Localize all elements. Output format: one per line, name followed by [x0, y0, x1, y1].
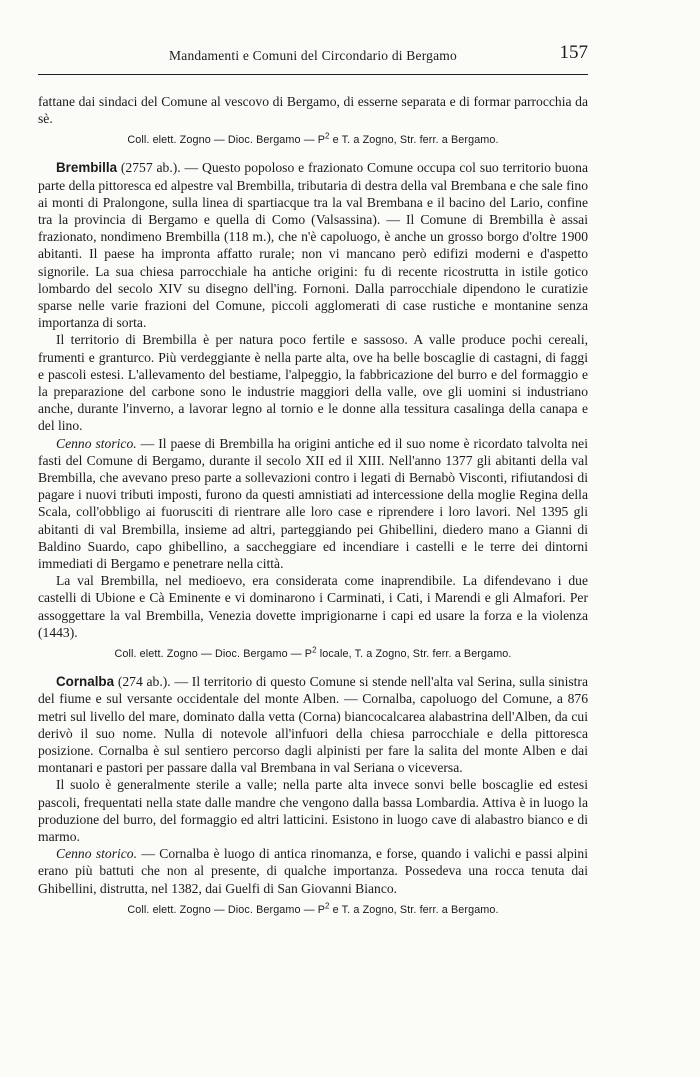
brembilla-history-paragraph: [38, 435, 588, 573]
collegio-text: locale, T. a Zogno, Str. ferr. a Bergamo.: [316, 648, 512, 661]
collegio-text: Coll. elett. Zogno — Dioc. Bergamo — P: [127, 903, 325, 916]
brembilla-intro-paragraph: [38, 159, 588, 331]
collegio-text: e T. a Zogno, Str. ferr. a Bergamo.: [329, 903, 499, 916]
brembilla-medieval-paragraph: La val Brembilla, nel medioevo, era considerata come inaprendibile. La difendevano i due castelli di Ubione e Cà Eminente e vi dominarono i Carminati, i Cati, i Marendi e gli Almafori. Per assoggettare la val Brembilla, Venezia dovette imprigionarne i capi ed usare la forza e la violenza (1443).: [38, 573, 588, 640]
collegio-line-brembilla: [38, 647, 588, 661]
continuation-paragraph: fattane dai sindaci del Comune al vescovo di Bergamo, di esserne separata e di formar parrocchia da sè.: [38, 94, 588, 127]
page-number: 157: [559, 42, 588, 63]
collegio-line-continuation: [38, 133, 588, 147]
brembilla-territory-paragraph: Il territorio di Brembilla è per natura poco fertile e sassoso. A valle produce pochi cereali, frumenti e granturco. Più verdeggiante è nella parte alta, ove ha belle boscaglie di castagni, di faggi e pascoli estesi. L'allevamento del bestiame, l'alpeggio, la fabbricazione del burro e del formaggio e la preparazione del carbone sono le industrie maggiori della valle, ove gli uomini si industriano anche, durante l'inverno, a lavorar legno al tornio e le donne alla tessitura casalinga della canapa e del lino.: [38, 332, 588, 434]
brembilla-history-text: — Il paese di Brembilla ha origini antiche ed il suo nome è ricordato talvolta nei fasti del Comune di Bergamo, durante il secolo XII ed il XIII. Nell'anno 1377 gli abitanti della val Brembilla, che avevano preso parte a sollevazioni contro i legati di Bernabò Visconti, rifiutandosi di pagare i nuovi tributi imposti, furono da questi amnistiati ad intercessione della moglie Regina della Scala, coll'obbligo ai fuorusciti di rientrare alle loro case e riprendere i loro lavori. Nel 1395 gli abitanti di val Brembilla, insieme ad altri, parteggiando pei Ghibellini, diedero mano a Gianni di Baldino Suardo, capo ghibellino, a saccheggiare ed incendiare i castelli e le terre dei dintorni immediati di Bergamo e penetrare nella città.: [38, 435, 588, 572]
collegio-superscript: 2: [325, 131, 330, 141]
history-label: Cenno storico.: [56, 435, 137, 451]
header-title: Mandamenti e Comuni del Circondario di Bergamo: [169, 48, 457, 63]
collegio-superscript: 2: [312, 645, 317, 655]
entry-name-brembilla: Brembilla: [56, 160, 118, 176]
page-body: [38, 93, 588, 917]
cornalba-soil-paragraph: Il suolo è generalmente sterile a valle; nella parte alta invece sonvi belle boscaglie ed estesi pascoli, frequentati nella state dalle mandre che vengono dalla bassa Lombardia. Attiva è in luogo la produzione del burro, del formaggio ed altri latticini. Esistono in luogo cave di alabastro bianco e di marmo.: [38, 777, 588, 844]
book-page: [38, 40, 588, 929]
cornalba-history-paragraph: [38, 845, 588, 897]
brembilla-intro-text: (2757 ab.). — Questo popoloso e frazionato Comune occupa col suo territorio buona parte della pittoresca ed alpestre val Brembilla, tributaria di destra della val Brembana e che sale fino ai monti di Pralongone, sulla linea di spartiacque tra la val Brembana e il bacino del Lario, confine tra la provincia di Bergamo e quella di Como (Valsassina). — Il Comune di Brembilla è assai frazionato, nondimeno Brembilla (118 m.), che n'è capoluogo, è anche un grosso borgo d'oltre 1900 abitanti. Il paese ha impronta affatto rurale; non vi mancano però edifizi moderni e d'aspetto signorile. La sua chiesa parrocchiale ha antiche origini: fu di recente ricostrutta in istile gotico lombardo del secolo XIV su disegno dell'ing. Fornoni. Dalla parrocchiale dipendono le curatizie sparse nelle varie frazioni del Comune, piccoli agglomerati di case rustiche e montanine senza importanza di sorta.: [38, 160, 588, 331]
collegio-superscript: 2: [325, 901, 330, 911]
collegio-line-cornalba: [38, 903, 588, 917]
history-label: Cenno storico.: [56, 846, 137, 862]
running-header: [38, 40, 588, 75]
entry-name-cornalba: Cornalba: [56, 674, 115, 690]
collegio-text: Coll. elett. Zogno — Dioc. Bergamo — P: [127, 134, 325, 147]
collegio-text: e T. a Zogno, Str. ferr. a Bergamo.: [329, 134, 499, 147]
cornalba-intro-text: (274 ab.). — Il territorio di questo Comune si stende nell'alta val Serina, sulla sinistra del fiume e sul versante occidentale del monte Alben. — Cornalba, capoluogo del Comune, a 876 metri sul livello del mare, dominato dalla vetta (Corna) biancocalcarea alabastrina dell'Alben, da cui derivò il suo nome. Nulla di notevole all'infuori della chiesa parrocchiale e della pittoresca posizione. Cornalba è sul sentiero percorso dagli alpinisti per fare la salita del monte Alben e dai montanari e pastori per passare dalla val Brembana in val Seriana o viceversa.: [38, 674, 588, 776]
cornalba-intro-paragraph: [38, 673, 588, 776]
cornalba-history-text: — Cornalba è luogo di antica rinomanza, e forse, quando i valichi e passi alpini erano più battuti che non al presente, di qualche importanza. Possedeva una rocca tenuta dai Ghibellini, distrutta, nel 1382, dai Guelfi di San Giovanni Bianco.: [38, 846, 588, 896]
collegio-text: Coll. elett. Zogno — Dioc. Bergamo — P: [114, 648, 313, 661]
